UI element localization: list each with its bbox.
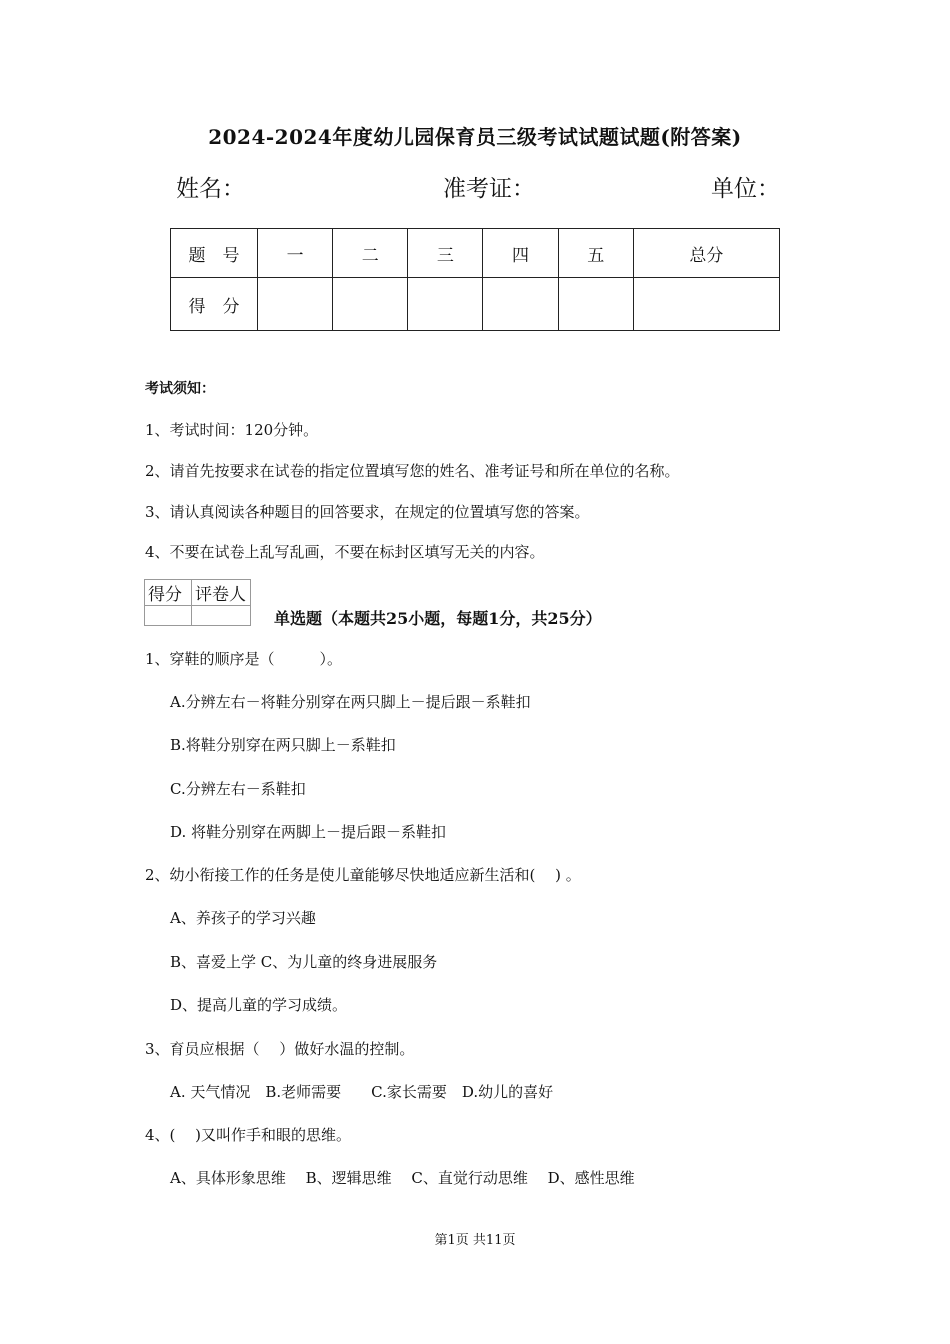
score-table-header: 四 (483, 229, 558, 278)
question-stem: 4、( )又叫作手和眼的思维。 (145, 1126, 352, 1144)
notice-title: 考试须知： (145, 381, 215, 397)
question-stem: 1、穿鞋的顺序是（ ）。 (145, 650, 343, 668)
score-table (170, 228, 780, 331)
question-stem: 2、幼小衔接工作的任务是使儿童能够尽快地适应新生活和( ) 。 (145, 866, 581, 884)
question-option: A、具体形象思维 B、逻辑思维 C、直觉行动思维 D、感性思维 (170, 1169, 635, 1187)
section-title: 单选题（本题共25小题，每题1分，共25分） (274, 609, 602, 628)
score-cell[interactable] (408, 278, 483, 331)
question-option: B.将鞋分别穿在两只脚上－系鞋扣 (170, 736, 396, 754)
grader-box (144, 579, 251, 626)
score-table-header: 三 (408, 229, 483, 278)
grader-reviewer-cell[interactable] (192, 606, 251, 626)
score-cell[interactable] (483, 278, 558, 331)
score-row-label: 得 分 (171, 278, 258, 331)
score-table-header: 总分 (633, 229, 779, 278)
score-table-header: 一 (258, 229, 333, 278)
notice-item: 2、请首先按要求在试卷的指定位置填写您的姓名、准考证号和所在单位的名称。 (145, 462, 680, 480)
notice-item: 1、考试时间：120分钟。 (145, 421, 319, 439)
question-option: D、提高儿童的学习成绩。 (170, 996, 348, 1014)
notice-item: 3、请认真阅读各种题目的回答要求，在规定的位置填写您的答案。 (145, 503, 590, 521)
score-cell[interactable] (333, 278, 408, 331)
score-table-header: 五 (558, 229, 633, 278)
score-table-header: 二 (333, 229, 408, 278)
page-footer: 第1页 共11页 (434, 1233, 516, 1248)
notice-item: 4、不要在试卷上乱写乱画，不要在标封区填写无关的内容。 (145, 543, 545, 561)
unit-label: 单位： (711, 176, 780, 202)
score-cell[interactable] (258, 278, 333, 331)
grader-score-label: 得分 (145, 580, 192, 606)
grader-score-cell[interactable] (145, 606, 192, 626)
question-option: A. 天气情况 B.老师需要 C.家长需要 D.幼儿的喜好 (170, 1083, 554, 1101)
name-label: 姓名： (176, 176, 245, 202)
grader-reviewer-label: 评卷人 (192, 580, 251, 606)
score-cell[interactable] (558, 278, 633, 331)
score-cell[interactable] (633, 278, 779, 331)
question-option: C.分辨左右－系鞋扣 (170, 780, 306, 798)
question-option: D. 将鞋分别穿在两脚上－提后跟－系鞋扣 (170, 823, 447, 841)
question-option: A.分辨左右－将鞋分别穿在两只脚上－提后跟－系鞋扣 (170, 693, 531, 711)
exam-title: 2024-2024年度幼儿园保育员三级考试试题试题(附答案) (208, 125, 742, 149)
question-stem: 3、育员应根据（ ）做好水温的控制。 (145, 1040, 415, 1058)
question-option: A、养孩子的学习兴趣 (170, 909, 316, 927)
ticket-number-label: 准考证： (443, 176, 535, 202)
score-table-header: 题 号 (171, 229, 258, 278)
question-option: B、喜爱上学 C、为儿童的终身进展服务 (170, 953, 438, 971)
